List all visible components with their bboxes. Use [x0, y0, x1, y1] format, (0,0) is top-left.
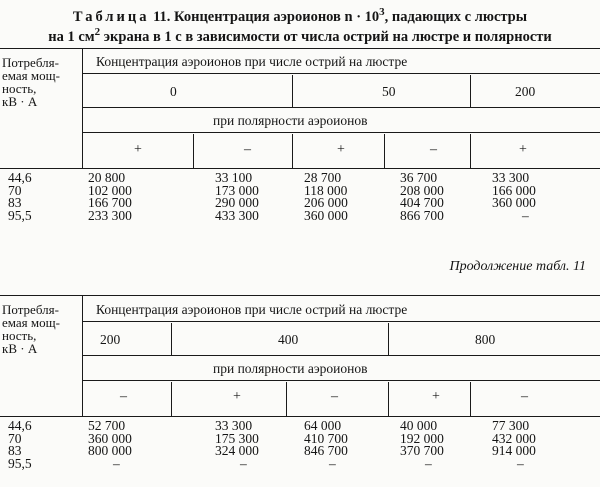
table-2-data-column: [304, 420, 348, 470]
table-cell: –: [240, 455, 247, 471]
table-number: 11.: [153, 8, 171, 25]
table-1-group-header: 200: [515, 84, 536, 99]
table-cell: 846 700: [304, 443, 348, 459]
table-2-polarity-divider: [388, 382, 389, 416]
stub-line: емая мощ-: [2, 68, 60, 83]
stub-line: ность,: [2, 81, 37, 96]
table-1-rule: [82, 132, 600, 133]
table-cell: –: [517, 455, 524, 471]
table-2-polarity-sign: –: [331, 389, 338, 404]
table-2-rule: [82, 321, 600, 322]
table-2-rule: [82, 355, 600, 356]
table-1-rule: [82, 73, 600, 74]
table-cell: 166 000: [492, 182, 536, 198]
table-cell: –: [425, 455, 432, 471]
table-2-stub-header: [2, 303, 60, 355]
table-1-data-column: [492, 172, 536, 222]
table-1-group-header: 50: [382, 84, 396, 99]
stub-line: кВ · А: [2, 94, 38, 109]
table-cell: 52 700: [88, 418, 126, 433]
continuation-caption: Продолжение табл. 11: [449, 259, 586, 274]
table-cell: 360 000: [88, 430, 132, 446]
table-cell: –: [522, 207, 529, 223]
table-1-main-header: Концентрация аэроионов при числе острий на люстре: [96, 54, 408, 69]
table-title-line-1: [0, 6, 600, 26]
table-cell: 118 000: [304, 182, 348, 198]
row-label: 44,6: [8, 170, 32, 185]
table-title-line-2: [0, 26, 600, 46]
table-2-polarity-divider: [286, 382, 287, 416]
row-label: 83: [8, 195, 22, 211]
table-2-group-divider: [388, 323, 389, 355]
table-1-stub-header: [2, 56, 60, 108]
table-2-data-column: [215, 420, 259, 470]
table-1-polarity-sign: +: [337, 142, 345, 157]
title-superscript-1: 3: [379, 6, 385, 18]
row-label: 70: [8, 182, 22, 198]
row-label: 95,5: [8, 207, 32, 223]
table-cell: 28 700: [304, 170, 342, 185]
table-cell: 433 300: [215, 207, 259, 223]
table-cell: 324 000: [215, 443, 259, 459]
table-1-polarity-sign: +: [134, 142, 142, 157]
table-cell: 233 300: [88, 207, 132, 223]
table-cell: 33 300: [215, 418, 253, 433]
table-1-polarity-divider: [384, 134, 385, 168]
table-cell: 64 000: [304, 418, 342, 433]
table-1-polarity-divider: [292, 134, 293, 168]
title-line-2b: экрана в 1 с в зависимости от числа острий на люстре и полярности: [100, 28, 552, 45]
title-text-1: Концентрация аэроионов n · 10: [174, 8, 380, 25]
table-cell: 410 700: [304, 430, 348, 446]
table-cell: 432 000: [492, 430, 536, 446]
table-cell: 206 000: [304, 195, 348, 211]
table-cell: 20 800: [88, 170, 126, 185]
table-cell: 102 000: [88, 182, 132, 198]
table-2-group-header: 200: [100, 332, 121, 347]
table-2-top-rule: [0, 295, 600, 296]
title-superscript-2: 2: [94, 26, 101, 38]
table-cell: 360 000: [492, 195, 536, 211]
table-2-data-column: [492, 420, 536, 470]
stub-line: Потребля-: [2, 55, 59, 70]
stub-line: кВ · А: [2, 341, 38, 356]
table-cell: 866 700: [400, 207, 444, 223]
table-cell: –: [329, 455, 336, 471]
table-cell: 914 000: [492, 443, 536, 459]
title-text-2: , падающих с люстры: [384, 8, 528, 25]
table-cell: 77 300: [492, 418, 530, 433]
title-line-2a: на 1 см: [48, 28, 95, 45]
table-2-polarity-sign: +: [233, 389, 241, 404]
table-cell: 800 000: [88, 443, 132, 459]
table-1-data-column: [215, 172, 259, 222]
table-2-main-header: Концентрация аэроионов при числе острий на люстре: [96, 302, 408, 317]
table-2-polarity-divider: [470, 382, 471, 416]
stub-line: емая мощ-: [2, 315, 60, 330]
table-cell: 36 700: [400, 170, 438, 185]
table-cell: 370 700: [400, 443, 444, 459]
table-1-data-column: [400, 172, 444, 222]
table-cell: 33 100: [215, 170, 253, 185]
table-2-data-column: [400, 420, 444, 470]
table-cell: 166 700: [88, 195, 132, 211]
table-1-data-column: [304, 172, 348, 222]
table-2-polarity-divider: [171, 382, 172, 416]
table-cell: 173 000: [215, 182, 259, 198]
row-label: 44,6: [8, 418, 32, 433]
table-2-polarity-sign: +: [432, 389, 440, 404]
table-cell: 208 000: [400, 182, 444, 198]
table-2-polarity-sign: –: [521, 389, 528, 404]
row-label: 83: [8, 443, 22, 459]
table-2-group-divider: [171, 323, 172, 355]
table-2-polarity-header: при полярности аэроионов: [213, 361, 368, 376]
table-1-group-divider: [470, 75, 471, 107]
table-cell: 40 000: [400, 418, 438, 433]
table-1-data-column: [88, 172, 132, 222]
table-cell: 360 000: [304, 207, 348, 223]
table-2-group-header: 400: [278, 332, 299, 347]
table-cell: –: [113, 455, 120, 471]
table-cell: 404 700: [400, 195, 444, 211]
table-word: Таблица: [72, 8, 150, 25]
table-1-rule: [82, 107, 600, 108]
table-1-polarity-sign: +: [519, 142, 527, 157]
table-1-group-divider: [292, 75, 293, 107]
table-1-row-labels: [8, 172, 32, 222]
table-1-polarity-sign: –: [244, 142, 251, 157]
table-2-group-header: 800: [475, 332, 496, 347]
table-cell: 290 000: [215, 195, 259, 211]
table-1-polarity-sign: –: [430, 142, 437, 157]
table-1-polarity-header: при полярности аэроионов: [213, 113, 368, 128]
table-1-polarity-divider: [470, 134, 471, 168]
stub-line: ность,: [2, 328, 37, 343]
row-label: 70: [8, 430, 22, 446]
table-1-polarity-divider: [193, 134, 194, 168]
table-cell: 175 300: [215, 430, 259, 446]
table-cell: 192 000: [400, 430, 444, 446]
table-2-header-bottom-rule: [0, 416, 600, 417]
table-2-data-column: [88, 420, 132, 470]
stub-line: Потребля-: [2, 302, 59, 317]
row-label: 95,5: [8, 455, 32, 471]
table-1-header-bottom-rule: [0, 168, 600, 169]
table-2-polarity-sign: –: [120, 389, 127, 404]
table-2-row-labels: [8, 420, 32, 470]
table-1-top-rule: [0, 48, 600, 49]
table-1-group-header: 0: [170, 84, 177, 99]
table-cell: 33 300: [492, 170, 530, 185]
table-2-rule: [82, 380, 600, 381]
table-1-stub-divider: [82, 48, 83, 168]
